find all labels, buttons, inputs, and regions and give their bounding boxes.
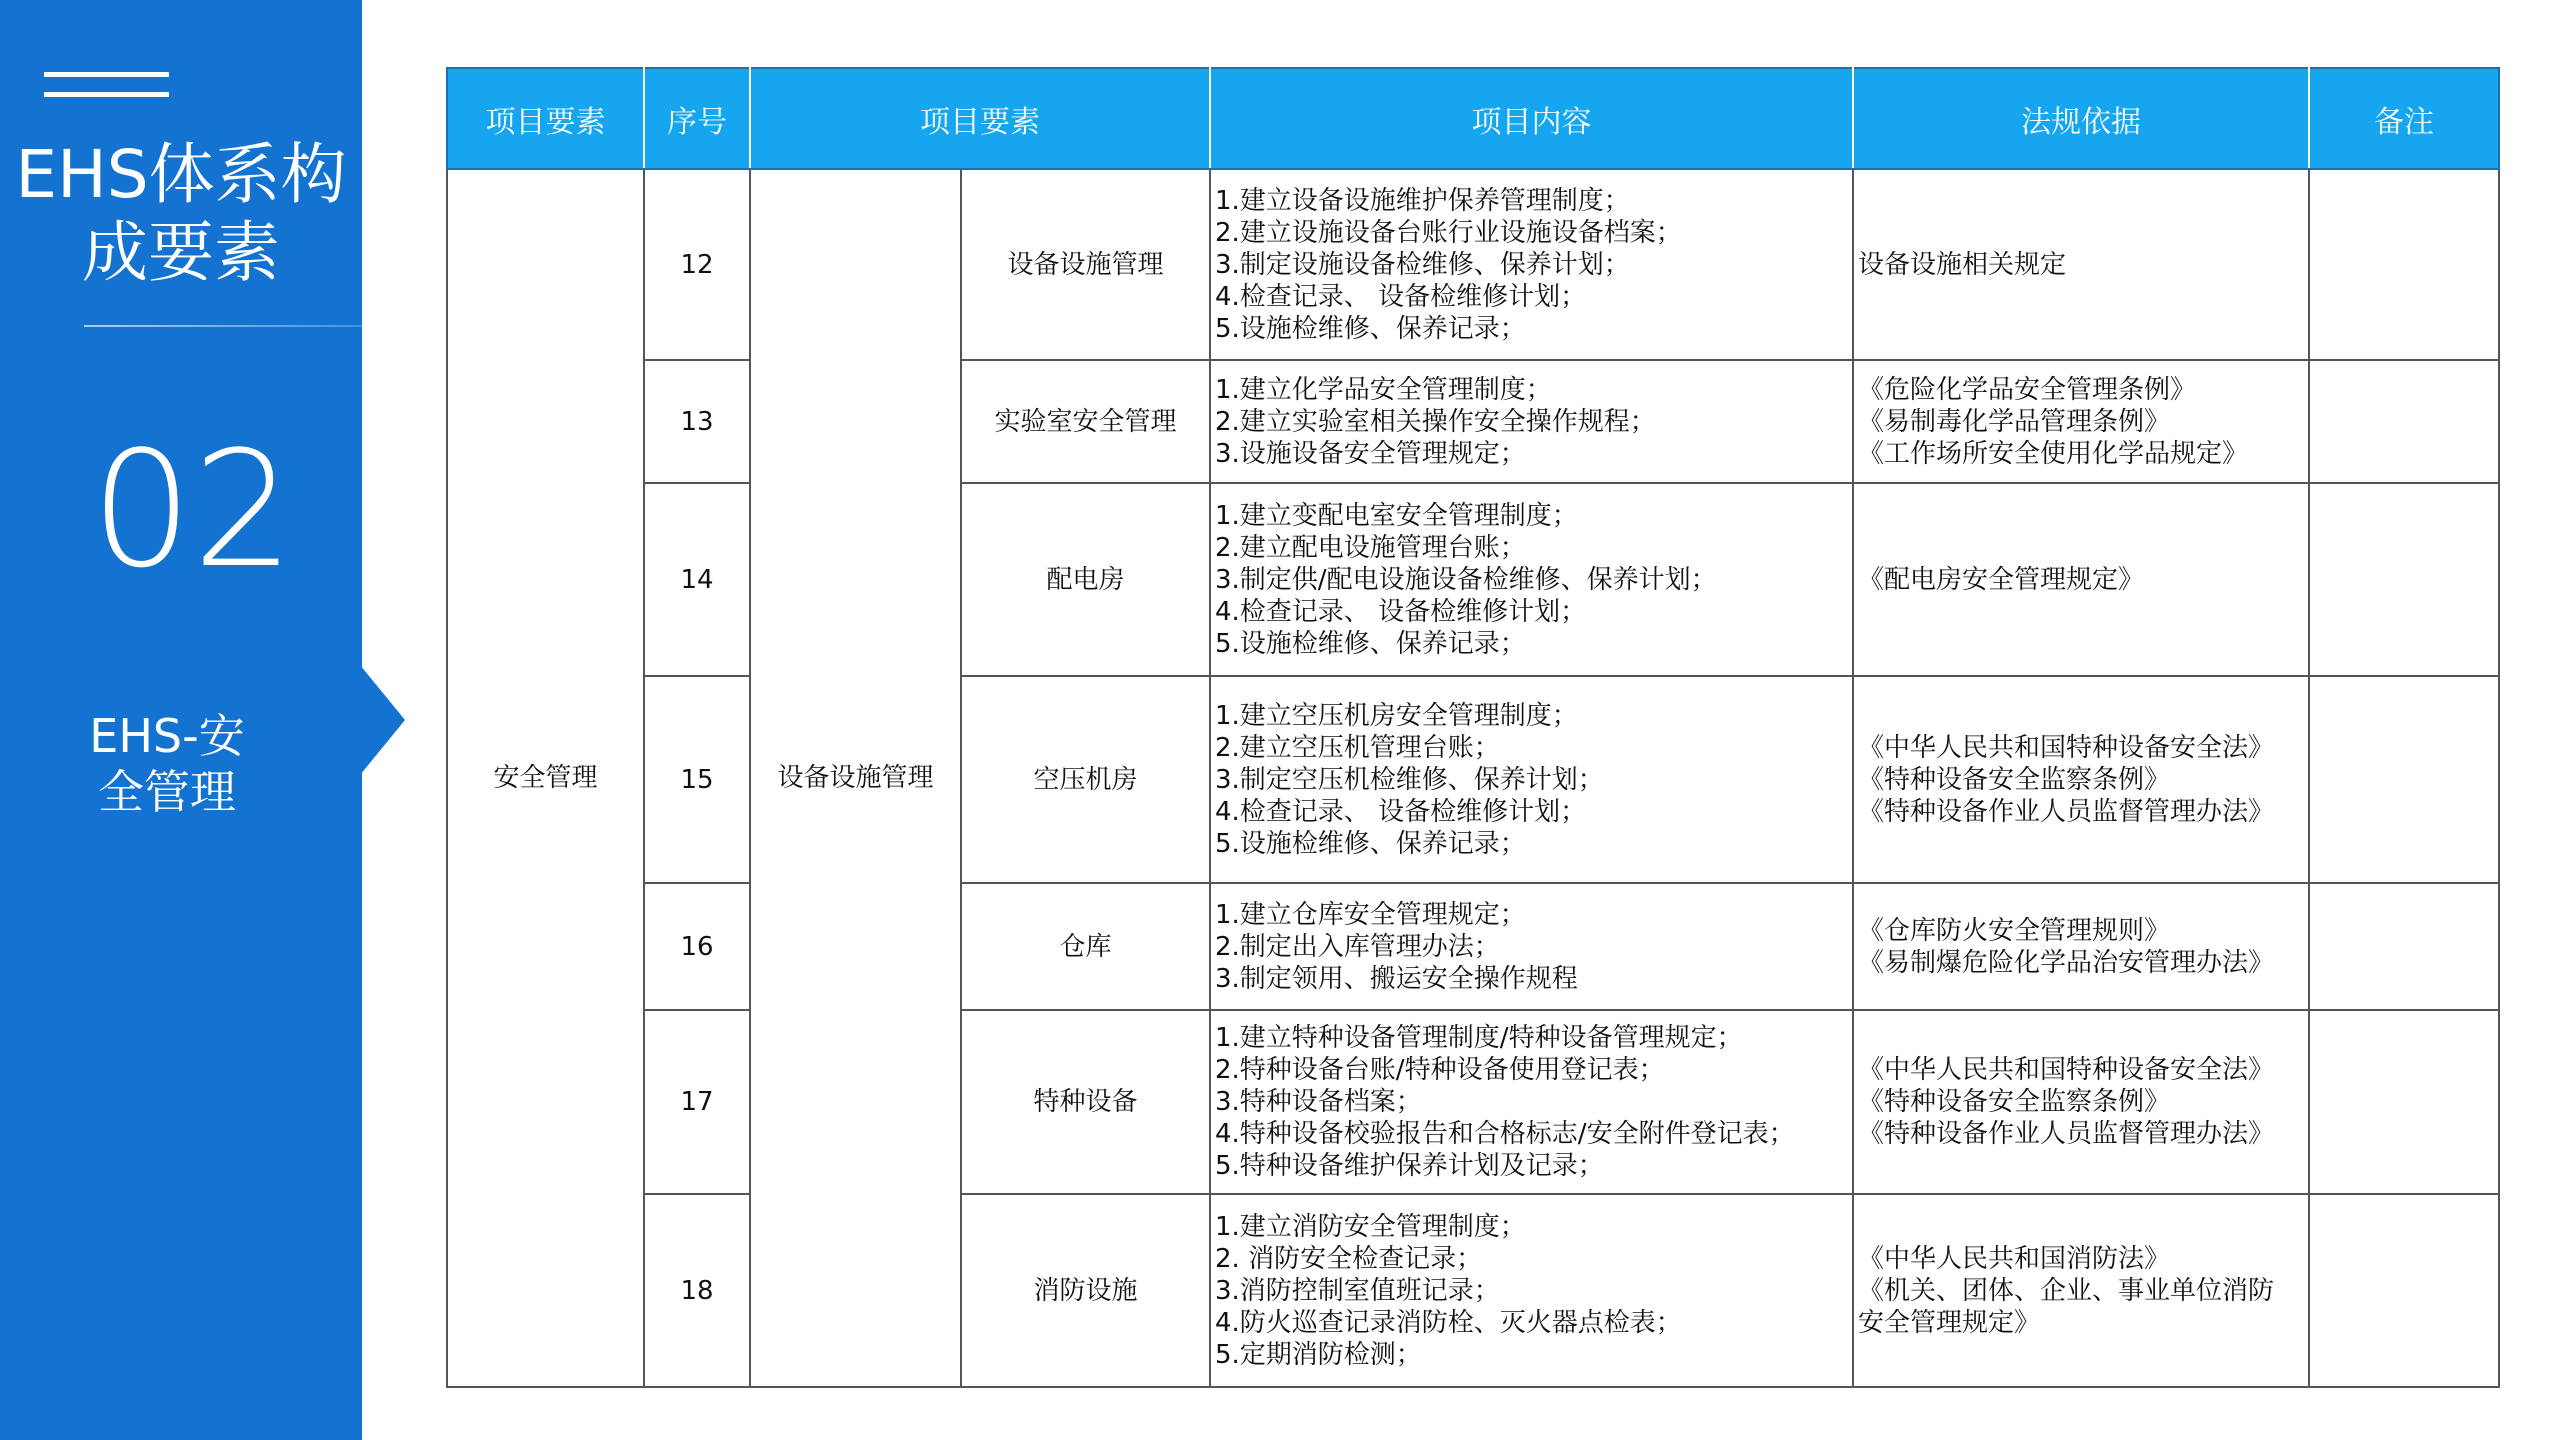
sidebar-subtitle-line2: 全管理 <box>98 765 236 819</box>
row-content <box>1210 360 1853 483</box>
law-line: 设备设施相关规定 <box>1858 249 2067 280</box>
row-number: 14 <box>644 483 750 676</box>
row-remark <box>2309 1194 2499 1387</box>
sidebar-subtitle-line1: EHS-安 <box>89 709 245 763</box>
row-content <box>1210 883 1853 1010</box>
header-remark: 备注 <box>2309 68 2499 169</box>
content-line: 4.检查记录、 设备检维修计划； <box>1215 596 1587 627</box>
row-element: 配电房 <box>961 483 1210 676</box>
row-remark <box>2309 1010 2499 1194</box>
law-line: 《仓库防火安全管理规则》 <box>1858 915 2171 946</box>
sidebar-title-line2: 成要素 <box>82 214 280 291</box>
law-line: 《特种设备安全监察条例》 <box>1858 1087 2171 1117</box>
content-line: 1.建立消防安全管理制度； <box>1215 1211 1526 1242</box>
content-line: 1.建立变配电室安全管理制度； <box>1215 500 1578 531</box>
row-law <box>1853 1194 2309 1387</box>
content-line: 2. 消防安全检查记录； <box>1215 1243 1483 1274</box>
content-line: 1.建立空压机房安全管理制度； <box>1215 700 1578 731</box>
sidebar-pointer-arrow <box>360 665 405 775</box>
header-law: 法规依据 <box>1853 68 2309 169</box>
row-number: 16 <box>644 883 750 1010</box>
row-element: 仓库 <box>961 883 1210 1010</box>
content-line: 1.建立特种设备管理制度/特种设备管理规定； <box>1215 1023 1743 1053</box>
sidebar-title <box>0 136 362 292</box>
section-number: 02 <box>90 416 295 603</box>
content-line: 3.制定领用、搬运安全操作规程 <box>1215 963 1578 994</box>
menu-line-top <box>44 72 169 77</box>
content-line: 3.设施设备安全管理规定； <box>1215 438 1526 469</box>
law-line: 《特种设备安全监察条例》 <box>1858 764 2171 795</box>
row-element: 特种设备 <box>961 1010 1210 1194</box>
row-remark <box>2309 360 2499 483</box>
law-line: 《易制毒化学品管理条例》 <box>1858 406 2171 437</box>
row-law <box>1853 169 2309 360</box>
content-line: 5.特种设备维护保养计划及记录； <box>1215 1151 1604 1181</box>
header-content: 项目内容 <box>1210 68 1853 169</box>
sidebar-divider <box>84 325 504 327</box>
row-element: 实验室安全管理 <box>961 360 1210 483</box>
content-line: 4.防火巡查记录消防栓、灭火器点检表； <box>1215 1307 1682 1338</box>
header-element-2: 项目要素 <box>750 68 1210 169</box>
content-line: 4.检查记录、 设备检维修计划； <box>1215 796 1587 827</box>
row-law <box>1853 676 2309 883</box>
header-seq: 序号 <box>644 68 750 169</box>
sidebar <box>0 0 362 1440</box>
row-content <box>1210 483 1853 676</box>
row-law <box>1853 360 2309 483</box>
content-line: 2.特种设备台账/特种设备使用登记表； <box>1215 1055 1665 1085</box>
row-remark <box>2309 483 2499 676</box>
row-content <box>1210 1194 1853 1387</box>
content-line: 2.建立配电设施管理台账； <box>1215 532 1526 563</box>
law-line: 《中华人民共和国消防法》 <box>1858 1243 2171 1274</box>
law-line: 《配电房安全管理规定》 <box>1858 564 2145 595</box>
subcategory-cell: 设备设施管理 <box>750 169 961 1387</box>
content-line: 2.制定出入库管理办法； <box>1215 931 1500 962</box>
law-line: 《特种设备作业人员监督管理办法》 <box>1858 1119 2275 1149</box>
content-line: 3.制定空压机检维修、保养计划； <box>1215 764 1604 795</box>
row-number: 17 <box>644 1010 750 1194</box>
content-line: 4.特种设备校验报告和合格标志/安全附件登记表； <box>1215 1119 1795 1149</box>
content-line: 1.建立化学品安全管理制度； <box>1215 374 1552 405</box>
row-content <box>1210 169 1853 360</box>
law-line: 《中华人民共和国特种设备安全法》 <box>1858 1055 2275 1085</box>
category-cell: 安全管理 <box>447 169 644 1387</box>
content-line: 3.特种设备档案； <box>1215 1087 1422 1117</box>
row-element: 设备设施管理 <box>961 169 1210 360</box>
content-line: 5.设施检维修、保养记录； <box>1215 828 1526 859</box>
content-line: 1.建立仓库安全管理规定； <box>1215 899 1526 930</box>
row-element: 消防设施 <box>961 1194 1210 1387</box>
table-row <box>447 169 2499 360</box>
row-content <box>1210 1010 1853 1194</box>
row-remark <box>2309 676 2499 883</box>
ehs-elements-table <box>446 67 2500 1388</box>
header-element: 项目要素 <box>447 68 644 169</box>
row-number: 13 <box>644 360 750 483</box>
content-line: 5.设施检维修、保养记录； <box>1215 628 1526 659</box>
content-line: 5.设施检维修、保养记录； <box>1215 313 1526 344</box>
content-line: 1.建立设备设施维护保养管理制度； <box>1215 185 1630 216</box>
row-content <box>1210 676 1853 883</box>
content-line: 2.建立设施设备台账行业设施设备档案； <box>1215 217 1682 248</box>
law-line: 《工作场所安全使用化学品规定》 <box>1858 438 2249 469</box>
menu-line-bottom <box>44 92 169 97</box>
row-number: 12 <box>644 169 750 360</box>
row-remark <box>2309 169 2499 360</box>
content-line: 5.定期消防检测； <box>1215 1339 1422 1370</box>
law-line: 安全管理规定》 <box>1858 1307 2041 1338</box>
law-line: 《机关、团体、企业、事业单位消防 <box>1858 1275 2275 1306</box>
content-line: 3.消防控制室值班记录； <box>1215 1275 1500 1306</box>
content-line: 3.制定供/配电设施设备检维修、保养计划； <box>1215 564 1717 595</box>
law-line: 《危险化学品安全管理条例》 <box>1858 374 2197 405</box>
table-header-row <box>447 68 2499 169</box>
sidebar-subtitle <box>72 708 262 820</box>
row-element: 空压机房 <box>961 676 1210 883</box>
sidebar-title-line1: EHS体系构 <box>15 136 347 213</box>
row-number: 15 <box>644 676 750 883</box>
content-line: 3.制定设施设备检维修、保养计划； <box>1215 249 1630 280</box>
row-number: 18 <box>644 1194 750 1387</box>
law-line: 《特种设备作业人员监督管理办法》 <box>1858 796 2275 827</box>
row-law <box>1853 1010 2309 1194</box>
law-line: 《中华人民共和国特种设备安全法》 <box>1858 732 2275 763</box>
content-line: 2.建立实验室相关操作安全操作规程； <box>1215 406 1656 437</box>
content-line: 2.建立空压机管理台账； <box>1215 732 1500 763</box>
row-remark <box>2309 883 2499 1010</box>
row-law <box>1853 883 2309 1010</box>
content-line: 4.检查记录、 设备检维修计划； <box>1215 281 1587 312</box>
row-law <box>1853 483 2309 676</box>
law-line: 《易制爆危险化学品治安管理办法》 <box>1858 947 2275 978</box>
